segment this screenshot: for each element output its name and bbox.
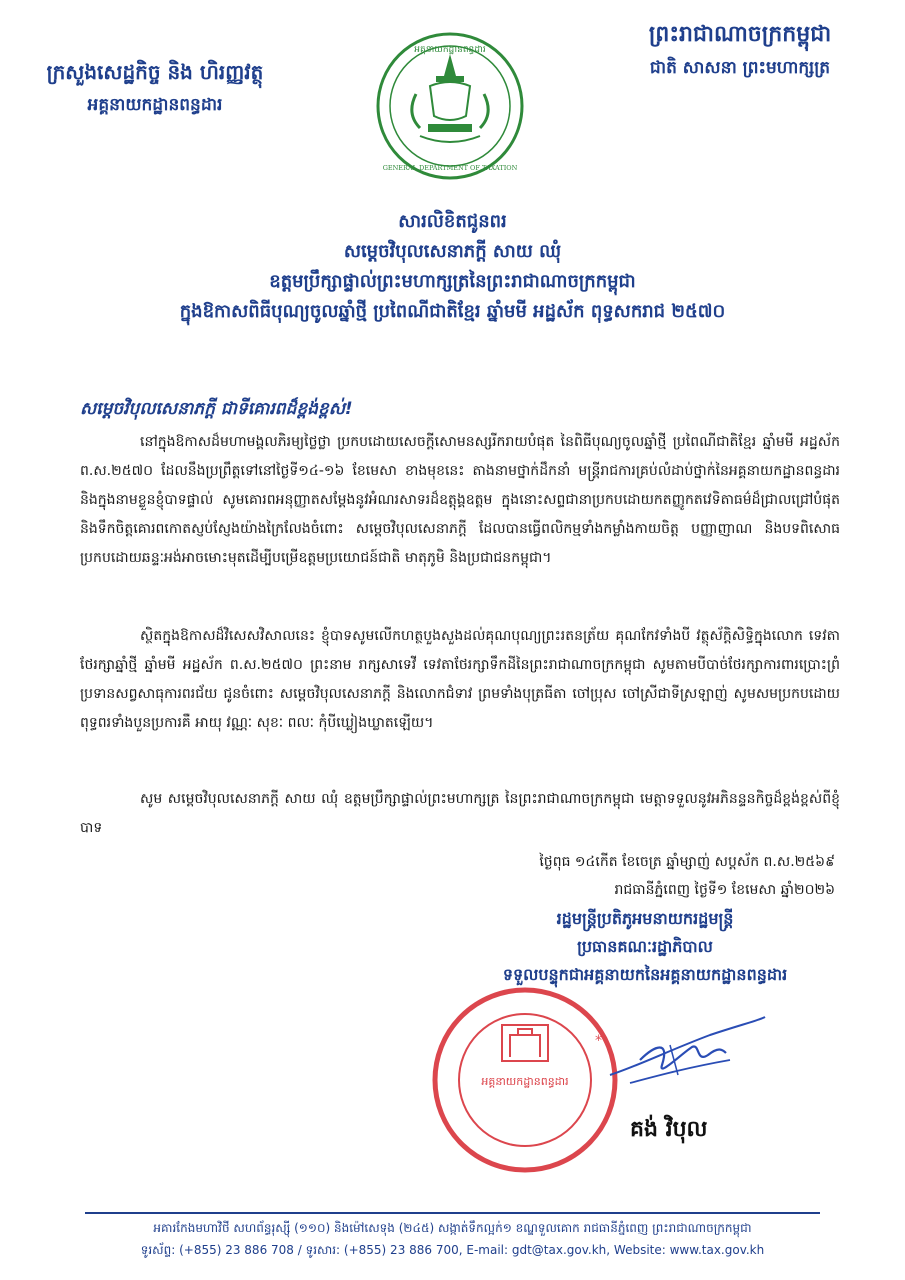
title-line-2: សម្ដេចវិបុលសេនាភក្ដី សាយ ឈុំ: [343, 241, 562, 262]
paragraph-2: [80, 622, 840, 738]
title-line-4: ក្នុងឱកាសពិធីបុណ្យចូលឆ្នាំថ្មី ប្រពៃណីជាតិខ្មែរ ឆ្នាំមមី អដ្ឋស័ក ពុទ្ធសករាជ ២៥៧០: [179, 301, 726, 322]
signer-title-1: រដ្ឋមន្ត្រីប្រតិភូអមនាយករដ្ឋមន្ត្រី: [556, 909, 734, 928]
title-line-3: ឧត្ដមប្រឹក្សាផ្ទាល់ព្រះមហាក្សត្រនៃព្រះរាជាណាចក្រកម្ពុជា: [269, 271, 636, 292]
salutation: សម្ដេចវិបុលសេនាភក្ដី ជាទីគោរពដ៏ខ្ពង់ខ្ពស់!: [80, 399, 353, 419]
paragraph-1: [80, 428, 840, 573]
ministry-header: [30, 58, 280, 118]
letter-title: [60, 207, 845, 327]
gdt-logo: [376, 24, 524, 186]
ministry-name: ក្រសួងសេដ្ឋកិច្ច និង ហិរញ្ញវត្ថុ: [46, 60, 264, 84]
signer-title-3: ទទួលបន្ទុកជាអគ្គនាយកនៃអគ្គនាយកដ្ឋានពន្ធដារ: [502, 965, 788, 984]
signer-title-2: ប្រធានគណៈរដ្ឋាភិបាល: [577, 937, 713, 956]
lunar-date: ថ្ងៃពុធ ១៤កើត ខែចេត្រ ឆ្នាំម្សាញ់ សប្តស័ក ព.ស.២៥៦៩: [539, 854, 835, 870]
signer-name: គង់ វិបុល: [630, 1117, 708, 1142]
logo-bottom-text: GENERAL DEPARTMENT OF TAXATION: [382, 164, 518, 172]
paragraph-1-text: នៅក្នុងឱកាសដ៏មហាមង្គលភិរម្យថ្លៃថ្លា ប្រកបដោយសេចក្ដីសោមនស្សរីករាយបំផុត នៃពិធីបុណ្យចូលឆ្នាំថ្មី ប្រពៃណីជាតិខ្មែរ ឆ្នាំមមី អដ្ឋស័ក ព.ស.២៥៧០ ដែលនឹងប្រព្រឹត្តទៅនៅថ្ងៃទី១៤-១៦ ខែមេសា ខាងមុខនេះ តាងនាមថ្នាក់ដឹកនាំ មន្ត្រីរាជការគ្រប់លំដាប់ថ្នាក់នៃអគ្គនាយកដ្ឋានពន្ធដារ និងក្នុងនាមខ្លួនខ្ញុំបាទផ្ទាល់ សូមគោរពអនុញ្ញាតសម្ដែងនូវអំណរសាទរដ៏ឧត្ដុង្គឧត្ដម ក្នុងនោះសព្ទជានាប្រកបដោយកតញ្ញូកតវេទិតាធម៌ដ៏ជ្រាលជ្រៅបំផុត និងទឹកចិត្តគោរពកោតស្ញប់ស្ញែងយ៉ាងក្រៃលែងចំពោះ សម្ដេចវិបុលសេនាភក្ដី ដែលបានធ្វើពលិកម្មទាំងកម្លាំងកាយចិត្ត បញ្ញាញាណ និងបទពិសោធប្រកបដោយឆន្ទៈអង់អាចមោះមុតដើម្បីបម្រើឧត្ដមប្រយោជន៍ជាតិ មាតុភូមិ និងប្រជាជនកម្ពុជា។: [80, 434, 840, 566]
footer-divider: [85, 1212, 820, 1214]
paragraph-2-text: ស្ថិតក្នុងឱកាសដ៏វិសេសវិសាលនេះ ខ្ញុំបាទសូមលើកហត្ថបួងសួងដល់គុណបុណ្យព្រះរតនត្រ័យ គុណកែវទាំងបី វត្ថុស័ក្ដិសិទ្ធិក្នុងលោក ទេវតាថែរក្សាឆ្នាំថ្មី ឆ្នាំមមី អដ្ឋស័ក ព.ស.២៥៧០ ព្រះនាម រាក្សសាទេវី ទេវតាថែរក្សាទឹកដីនៃព្រះរាជាណាចក្រកម្ពុជា សូមតាមបីបាច់ថែរក្សាការពារប្រោះព្រំប្រទានសព្វសាធុការពរជ័យ ជូនចំពោះ សម្ដេចវិបុលសេនាភក្ដី និងលោកជំទាវ ព្រមទាំងបុត្រធីតា ចៅប្រុស ចៅស្រីជាទីស្រឡាញ់ សូមសមប្រកបដោយពុទ្ធពរទាំងបួនប្រការគឺ អាយុ វណ្ណៈ សុខៈ ពលៈ កុំបីឃ្លៀងឃ្លាតឡើយ។: [80, 628, 840, 731]
solar-date: រាជធានីភ្នំពេញ ថ្ងៃទី១ ខែមេសា ឆ្នាំ២០២៦: [614, 882, 835, 898]
handwritten-signature: [600, 1005, 770, 1095]
footer-address: អគារកែងមហាវិថី សហព័ន្ធរុស្ស៊ី (១១០) និងម៉ៅសេទុង (២៤៥) សង្កាត់ទឹកល្អក់១ ខណ្ឌទួលគោក រាជធានីភ្នំពេញ ព្រះរាជាណាចក្រកម្ពុជា: [153, 1221, 752, 1235]
svg-text:*: *: [595, 1033, 602, 1049]
kingdom-header: [610, 20, 870, 80]
signer-titles: [440, 905, 850, 989]
paragraph-3: [80, 785, 840, 843]
title-line-1: សារលិខិតជូនពរ: [398, 211, 507, 232]
stamp-text: អគ្គនាយកដ្ឋានពន្ធដារ: [481, 1075, 569, 1088]
official-stamp: [430, 985, 620, 1175]
paragraph-3-text: សូម សម្ដេចវិបុលសេនាភក្ដី សាយ ឈុំ ឧត្ដមប្រឹក្សាផ្ទាល់ព្រះមហាក្សត្រ នៃព្រះរាជាណាចក្រកម្ពុជា មេត្តាទទួលនូវអភិនន្ទនកិច្ចដ៏ខ្ពង់ខ្ពស់ពីខ្ញុំបាទ: [80, 791, 840, 836]
kingdom-name: ព្រះរាជាណាចក្រកម្ពុជា: [648, 22, 832, 47]
logo-top-text: អគ្គនាយកដ្ឋានពន្ធដារ: [414, 45, 486, 55]
footer-contact: ទូរស័ព្ទ: (+855) 23 886 708 / ទូរសារ: (+855) 23 886 700, E-mail: gdt@tax.gov.kh, Website: www.tax.gov.kh: [140, 1243, 765, 1257]
department-name: អគ្គនាយកដ្ឋានពន្ធដារ: [87, 95, 223, 115]
national-motto: ជាតិ សាសនា ព្រះមហាក្សត្រ: [649, 58, 831, 78]
